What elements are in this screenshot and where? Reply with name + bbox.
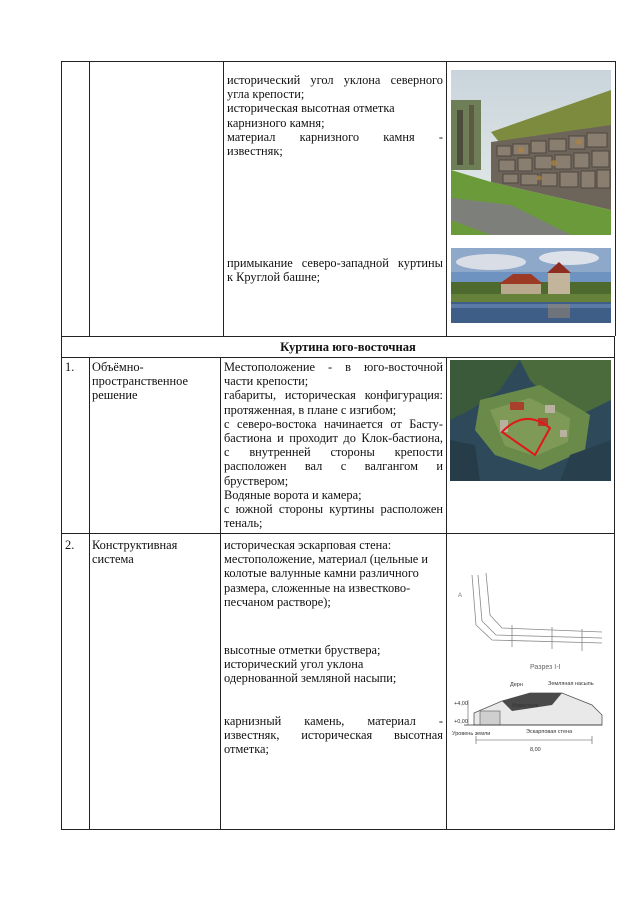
- plan-and-section-image: [452, 565, 610, 765]
- table-bottom-border: [61, 829, 615, 830]
- plan-marker: A: [458, 593, 463, 599]
- label-earth: Земляная насыпь: [548, 681, 594, 687]
- table-border-right-b: [614, 336, 615, 830]
- text-line: исторический угол уклона северного: [227, 73, 443, 87]
- row2-text-block-3: [224, 714, 443, 757]
- text-line: теналь;: [224, 516, 263, 531]
- label-line: система: [92, 552, 134, 567]
- label-wall: Эскарповая стена: [526, 729, 573, 735]
- label-line: Объёмно-: [92, 360, 144, 374]
- row1-number: 1.: [65, 360, 75, 374]
- row2-text-block-1: [224, 538, 443, 609]
- text-line: части крепости;: [224, 374, 309, 389]
- table-col-divider-3b: [446, 357, 447, 830]
- text-line: с внутренней стороны крепости: [224, 445, 443, 460]
- label-line: пространственное: [92, 374, 189, 389]
- text-line: историческая эскарповая стена:: [224, 538, 392, 552]
- section-top-border: [61, 336, 615, 337]
- text-line: колотые валунные камни различного: [224, 566, 419, 581]
- text-line: исторический угол уклона: [224, 657, 364, 672]
- text-line: Водяные ворота и камера;: [224, 487, 362, 502]
- text-line: бруствером;: [224, 473, 289, 488]
- fortress-wall-image: [451, 70, 611, 235]
- text-line: примыкание северо-западной куртины: [227, 256, 443, 270]
- row2-text-block-2: [224, 643, 443, 686]
- label-limestone: Известняк: [512, 703, 539, 709]
- top-row-text-block-2: [227, 256, 443, 284]
- text-line: песчаном растворе);: [224, 594, 331, 609]
- text-line: известняк, историческая высотная: [224, 728, 443, 743]
- top-row-text-block-1: [227, 73, 443, 158]
- text-line: протяженная, в плане с изгибом;: [224, 402, 397, 417]
- table-col-divider-1b: [89, 357, 90, 830]
- text-line: к Круглой башне;: [227, 270, 321, 285]
- text-line: угла крепости;: [227, 87, 305, 102]
- row1-label: [92, 360, 218, 403]
- section-drawing: [452, 565, 610, 765]
- row2-number: 2.: [65, 538, 75, 552]
- section-bottom-border: [61, 357, 615, 358]
- row-divider: [61, 533, 615, 534]
- text-line: известняк;: [227, 144, 283, 159]
- row2-label: [92, 538, 218, 566]
- drawing-caption: Разрез I-I: [530, 664, 561, 671]
- label-dimension: 8,00: [530, 747, 541, 753]
- label-line: Конструктивная: [92, 538, 178, 552]
- text-line: расположен вал с валгангом и: [224, 459, 443, 474]
- text-line: местоположение, материал (цельные и: [224, 552, 429, 567]
- text-line: габариты, историческая конфигурация:: [224, 388, 443, 403]
- round-tower-photo: [451, 248, 611, 323]
- text-line: историческая высотная отметка: [227, 101, 395, 116]
- label-dern: Дерн: [510, 682, 523, 688]
- table-col-divider-2: [223, 61, 224, 336]
- section-title: Куртина юго-восточная: [280, 340, 416, 354]
- aerial-photo: [450, 360, 611, 481]
- table-col-divider-2b: [220, 357, 221, 830]
- label-line: решение: [92, 388, 138, 403]
- table-col-divider-1: [89, 61, 90, 336]
- fortress-wall-photo: [451, 70, 611, 235]
- text-line: с северо-востока начинается от Басту-: [224, 416, 443, 431]
- text-line: размера, сложенные на известково-: [224, 580, 411, 595]
- text-line: карнизного камня;: [227, 115, 325, 130]
- table-border-right: [615, 61, 616, 336]
- text-line: с южной стороны куртины расположен: [224, 502, 443, 517]
- text-line: бастиона и проходит до Клок-бастиона,: [224, 431, 443, 446]
- label-mark-2: +4,00: [454, 701, 468, 707]
- table-border-left: [61, 61, 62, 830]
- text-line: карнизный камень, материал -: [224, 714, 443, 728]
- label-level: Уровень земли: [452, 731, 491, 737]
- text-line: отметка;: [224, 742, 269, 757]
- round-tower-image: [451, 248, 611, 323]
- text-line: одернованной земляной насыпи;: [224, 671, 397, 686]
- text-line: Местоположение - в юго-восточной: [224, 360, 443, 374]
- row1-description: [224, 360, 443, 530]
- table-top-border: [61, 61, 616, 62]
- label-mark-1: +0,00: [454, 719, 468, 725]
- table-col-divider-3: [446, 61, 447, 336]
- aerial-map-image: [450, 360, 611, 481]
- text-line: материал карнизного камня -: [227, 129, 443, 144]
- text-line: высотные отметки бруствера;: [224, 643, 381, 657]
